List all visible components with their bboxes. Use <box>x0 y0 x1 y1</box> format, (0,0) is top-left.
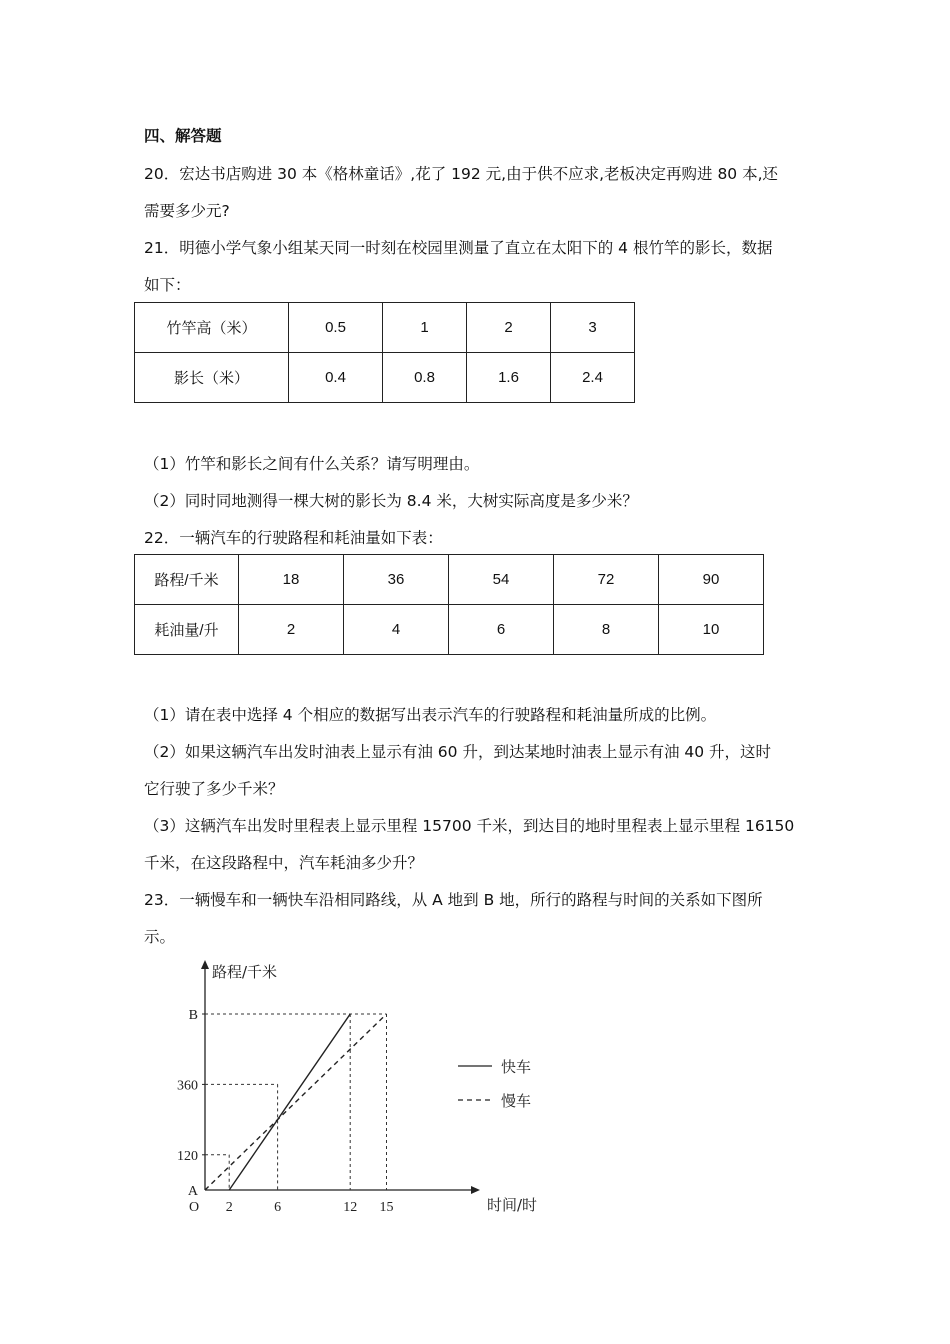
q20-line-2: 需要多少元? <box>144 202 230 220</box>
q23-line-1: 23．一辆慢车和一辆快车沿相同路线，从 A 地到 B 地，所行的路程与时间的关系如下图所 <box>144 891 763 909</box>
table-cell: 3 <box>551 303 635 353</box>
q22-sub-3a: （3）这辆汽车出发时里程表上显示里程 15700 千米，到达目的地时里程表上显示里程 16150 <box>144 817 795 835</box>
table-cell: 36 <box>344 555 449 605</box>
y-axis-label: 路程/千米 <box>212 963 278 981</box>
x-axis-label: 时间/时 <box>487 1196 538 1214</box>
table-cell: 0.4 <box>289 353 383 403</box>
table-header-cell: 竹竿高（米） <box>135 303 289 353</box>
table-row <box>135 303 635 353</box>
table-cell: 2 <box>467 303 551 353</box>
x-tick-label: 6 <box>274 1200 282 1215</box>
table-cell: 4 <box>344 605 449 655</box>
x-tick-label: 2 <box>225 1200 233 1215</box>
table-header-cell: 路程/千米 <box>135 555 239 605</box>
table-cell: 72 <box>554 555 659 605</box>
table-cell: 90 <box>659 555 764 605</box>
y-tick-label: 120 <box>177 1148 198 1164</box>
y-tick-label: B <box>188 1008 198 1023</box>
legend-label: 快车 <box>501 1058 532 1076</box>
q22-sub-1: （1）请在表中选择 4 个相应的数据写出表示汽车的行驶路程和耗油量所成的比例。 <box>144 706 717 724</box>
q22-sub-2b: 它行驶了多少千米？ <box>144 780 284 798</box>
q22-line-1: 22．一辆汽车的行驶路程和耗油量如下表： <box>144 529 443 547</box>
q22-sub-2a: （2）如果这辆汽车出发时油表上显示有油 60 升，到达某地时油表上显示有油 40 升，这时 <box>144 743 772 761</box>
table-cell: 1.6 <box>467 353 551 403</box>
q21-sub-1: （1）竹竿和影长之间有什么关系？请写明理由。 <box>144 455 480 473</box>
table-cell: 0.8 <box>383 353 467 403</box>
legend-label: 慢车 <box>501 1092 532 1110</box>
table-cell: 2.4 <box>551 353 635 403</box>
y-tick-label: 360 <box>177 1078 198 1094</box>
q21-line-2: 如下： <box>144 276 191 294</box>
q21-sub-2: （2）同时同地测得一棵大树的影长为 8.4 米，大树实际高度是多少米？ <box>144 492 638 510</box>
x-tick-label: 12 <box>343 1200 358 1215</box>
bamboo-shadow-table <box>134 302 635 403</box>
x-axis-arrow <box>471 1186 480 1194</box>
y-tick-label: A <box>187 1184 198 1199</box>
origin-label: O <box>188 1200 200 1215</box>
slow-car-line <box>205 1014 387 1190</box>
table-cell: 2 <box>239 605 344 655</box>
table-cell: 0.5 <box>289 303 383 353</box>
table-row <box>135 555 764 605</box>
q23-line-2: 示。 <box>144 928 176 946</box>
q22-sub-3b: 千米，在这段路程中，汽车耗油多少升？ <box>144 854 424 872</box>
table-row <box>135 353 635 403</box>
table-row <box>135 605 764 655</box>
table-cell: 10 <box>659 605 764 655</box>
mileage-fuel-table <box>134 554 764 655</box>
table-cell: 6 <box>449 605 554 655</box>
table-cell: 1 <box>383 303 467 353</box>
table-header-cell: 影长（米） <box>135 353 289 403</box>
q20-line-1: 20．宏达书店购进 30 本《格林童话》,花了 192 元,由于供不应求,老板决定再购进 80 本,还 <box>144 165 779 183</box>
x-tick-label: 15 <box>379 1200 394 1215</box>
fast-car-line <box>229 1014 350 1190</box>
section-title: 四、解答题 <box>144 127 222 145</box>
table-cell: 18 <box>239 555 344 605</box>
y-axis-arrow <box>201 960 209 969</box>
q21-line-1: 21．明德小学气象小组某天同一时刻在校园里测量了直立在太阳下的 4 根竹竿的影长，数据 <box>144 239 773 257</box>
table-cell: 54 <box>449 555 554 605</box>
table-header-cell: 耗油量/升 <box>135 605 239 655</box>
table-cell: 8 <box>554 605 659 655</box>
distance-time-chart <box>170 955 560 1220</box>
